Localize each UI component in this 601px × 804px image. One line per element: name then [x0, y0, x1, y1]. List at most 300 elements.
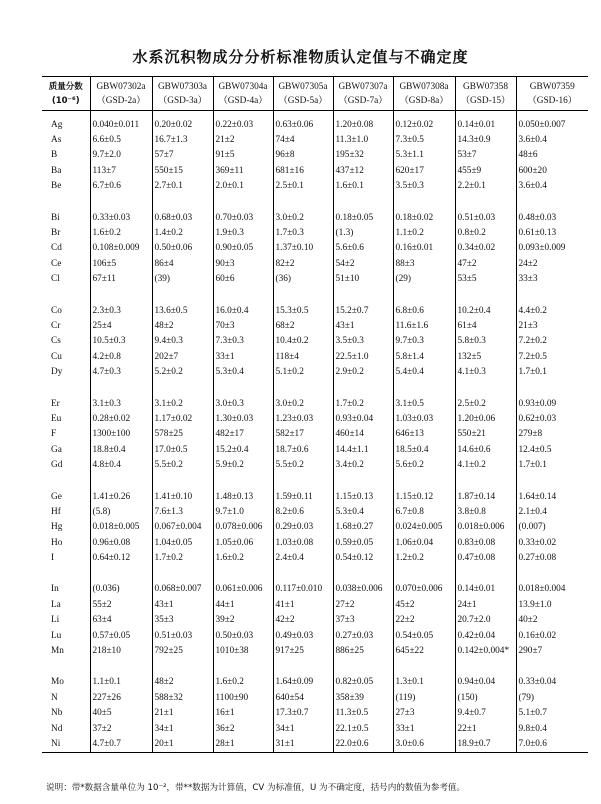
table-row [42, 318, 588, 333]
value-cell: 5.2±0.2 [152, 364, 213, 379]
value-cell: 550±15 [152, 163, 213, 178]
value-cell: 646±13 [393, 427, 455, 442]
value-cell: 1.41±0.10 [152, 489, 213, 504]
spacer-cell [393, 659, 455, 675]
value-cell: 33±1 [393, 721, 455, 736]
table-row [42, 690, 588, 705]
value-cell: 132±5 [455, 349, 516, 364]
value-cell: 4.1±0.2 [455, 457, 516, 472]
element-cell: Cl [42, 272, 90, 287]
corner-header-line1: 质量分数 [48, 82, 83, 92]
column-subcode: （GSD-15） [460, 96, 511, 106]
value-cell: 1.03±0.03 [393, 411, 455, 426]
value-cell: (5.8) [90, 504, 152, 519]
spacer-cell [42, 380, 90, 396]
element-cell: N [42, 690, 90, 705]
value-cell: 0.70±0.03 [213, 210, 273, 225]
spacer-cell [516, 380, 588, 396]
value-cell: 0.024±0.005 [393, 520, 455, 535]
value-cell: 44±1 [213, 597, 273, 612]
value-cell: 0.50±0.03 [213, 628, 273, 643]
element-cell: Cd [42, 241, 90, 256]
column-subcode: （GSD-2a） [96, 96, 146, 106]
element-cell: Hg [42, 520, 90, 535]
value-cell: 39±2 [213, 613, 273, 628]
value-cell: 7.6±1.3 [152, 504, 213, 519]
value-cell: 7.3±0.3 [213, 334, 273, 349]
value-cell: 550±21 [455, 427, 516, 442]
value-cell: 1.1±0.1 [90, 675, 152, 690]
spacer-cell [455, 194, 516, 210]
value-cell: 0.33±0.03 [90, 210, 152, 225]
value-cell: 5.6±0.6 [333, 241, 393, 256]
table-row [42, 736, 588, 752]
column-code: GBW07359 [529, 82, 575, 92]
value-cell: 0.68±0.03 [152, 210, 213, 225]
element-cell: Br [42, 225, 90, 240]
value-cell: 34±1 [152, 721, 213, 736]
value-cell: 792±25 [152, 643, 213, 658]
element-cell: In [42, 582, 90, 597]
table-row [42, 179, 588, 194]
value-cell: 15.2±0.4 [213, 442, 273, 457]
value-cell: 88±3 [393, 256, 455, 271]
value-cell: 917±25 [273, 643, 333, 658]
value-cell: 40±2 [518, 615, 538, 626]
value-cell: 5.9±0.2 [213, 457, 273, 472]
element-cell: Mn [42, 643, 90, 658]
value-cell: 1100±90 [213, 690, 273, 705]
value-cell: 7.2±0.5 [518, 351, 547, 362]
column-subcode: （GSD-3a） [157, 96, 208, 106]
table-row [42, 427, 588, 442]
value-cell: 13.9±1.0 [518, 599, 552, 610]
value-cell: (119) [393, 690, 455, 705]
value-cell: 86±4 [152, 256, 213, 271]
value-cell: 10.4±0.2 [273, 334, 333, 349]
value-cell: 9.7±1.0 [213, 504, 273, 519]
spacer-cell [213, 287, 273, 303]
value-cell: 12.4±0.5 [518, 444, 552, 455]
value-cell: 437±12 [333, 163, 393, 178]
spacer-cell [333, 194, 393, 210]
spacer-cell [333, 659, 393, 675]
column-code: GBW07303a [157, 82, 208, 92]
value-cell: 21±2 [213, 132, 273, 147]
element-cell: Ce [42, 256, 90, 271]
spacer-cell [90, 194, 152, 210]
value-cell: 48±2 [152, 318, 213, 333]
value-cell: 0.070±0.006 [393, 582, 455, 597]
value-cell: 1.6±0.2 [213, 550, 273, 565]
column-header [90, 77, 152, 111]
spacer-cell [516, 194, 588, 210]
value-cell: 1.3±0.1 [393, 675, 455, 690]
value-cell: 578±25 [152, 427, 213, 442]
table-row [42, 411, 588, 426]
value-cell: 2.9±0.2 [333, 364, 393, 379]
corner-header [42, 77, 90, 111]
element-cell: I [42, 550, 90, 565]
value-cell: 5.8±0.3 [455, 334, 516, 349]
value-cell: 91±5 [213, 148, 273, 163]
value-cell: 22±1 [455, 721, 516, 736]
value-cell: 11.3±1.0 [333, 132, 393, 147]
value-cell: 31±1 [273, 736, 333, 752]
value-cell: 20±1 [152, 736, 213, 752]
value-cell: 3.4±0.2 [333, 457, 393, 472]
value-cell: 6.6±0.5 [90, 132, 152, 147]
value-cell: 43±1 [152, 597, 213, 612]
value-cell: 0.117±0.010 [273, 582, 333, 597]
value-cell: 0.038±0.006 [333, 582, 393, 597]
element-cell: Gd [42, 457, 90, 472]
spacer-cell [90, 287, 152, 303]
element-cell: Eu [42, 411, 90, 426]
value-cell: 6.8±0.6 [393, 303, 455, 318]
value-cell: 41±1 [273, 597, 333, 612]
spacer-cell [516, 566, 588, 582]
value-cell: 0.62±0.03 [518, 413, 557, 424]
value-cell: (1.3) [333, 225, 393, 240]
value-cell: 9.8±0.4 [518, 723, 547, 734]
value-cell: 7.3±0.5 [393, 132, 455, 147]
spacer-cell [42, 473, 90, 489]
element-cell: B [42, 148, 90, 163]
spacer-cell [42, 659, 90, 675]
value-cell: 1.15±0.12 [393, 489, 455, 504]
value-cell: 218±10 [90, 643, 152, 658]
value-cell: 51±10 [333, 272, 393, 287]
spacer-cell [213, 194, 273, 210]
element-cell: Ho [42, 535, 90, 550]
value-cell: 0.12±0.02 [393, 117, 455, 132]
table-row [42, 504, 588, 519]
value-cell: 4.4±0.2 [518, 305, 547, 316]
value-cell: 5.3±0.4 [213, 364, 273, 379]
value-cell: 0.42±0.04 [455, 628, 516, 643]
value-cell: 358±39 [333, 690, 393, 705]
value-cell: 1.64±0.14 [518, 491, 557, 502]
value-cell: 202±7 [152, 349, 213, 364]
value-cell: (79) [518, 692, 534, 703]
value-cell: 48±6 [518, 150, 538, 161]
value-cell: 82±2 [273, 256, 333, 271]
value-cell: 1.7±0.2 [152, 550, 213, 565]
value-cell: 5.1±0.2 [273, 364, 333, 379]
value-cell: 5.3±0.4 [333, 504, 393, 519]
value-cell: 195±32 [333, 148, 393, 163]
table-row [42, 303, 588, 318]
value-cell: 1.20±0.08 [333, 117, 393, 132]
value-cell: 57±7 [152, 148, 213, 163]
spacer-cell [152, 659, 213, 675]
column-code: GBW07307a [338, 82, 388, 92]
value-cell: 67±11 [90, 272, 152, 287]
spacer-cell [152, 380, 213, 396]
element-cell: Co [42, 303, 90, 318]
value-cell: 1.2±0.2 [393, 550, 455, 565]
value-cell: 1.59±0.11 [273, 489, 333, 504]
table-row [42, 148, 588, 163]
value-cell: 21±1 [152, 706, 213, 721]
value-cell: 37±2 [90, 721, 152, 736]
spacer-cell [152, 287, 213, 303]
spacer-cell [455, 380, 516, 396]
value-cell: 5.4±0.4 [393, 364, 455, 379]
spacer-cell [90, 659, 152, 675]
value-cell: 2.5±0.2 [455, 396, 516, 411]
value-cell: 27±3 [393, 706, 455, 721]
table-row [42, 489, 588, 504]
table-row [42, 628, 588, 643]
value-cell: 2.1±0.4 [518, 506, 547, 517]
element-cell: Lu [42, 628, 90, 643]
spacer-cell [393, 194, 455, 210]
element-cell: Cu [42, 349, 90, 364]
value-cell: 63±4 [90, 613, 152, 628]
value-cell: 1010±38 [213, 643, 273, 658]
value-cell: 6.7±0.8 [393, 504, 455, 519]
value-cell: 33±3 [518, 274, 538, 285]
value-cell: 0.29±0.03 [273, 520, 333, 535]
value-cell: 1.4±0.2 [152, 225, 213, 240]
value-cell: 2.4±0.4 [273, 550, 333, 565]
element-cell: Li [42, 613, 90, 628]
header-row [42, 77, 588, 111]
group-spacer [42, 566, 588, 582]
element-cell: Hf [42, 504, 90, 519]
value-cell: 5.3±1.1 [393, 148, 455, 163]
value-cell: 0.018±0.006 [455, 520, 516, 535]
table-row [42, 550, 588, 565]
value-cell: 0.54±0.12 [333, 550, 393, 565]
value-cell: 3.1±0.3 [90, 396, 152, 411]
value-cell: 279±8 [518, 429, 543, 440]
spacer-cell [333, 473, 393, 489]
spacer-cell [333, 287, 393, 303]
spacer-cell [152, 194, 213, 210]
table-row [42, 721, 588, 736]
column-header [333, 77, 393, 111]
value-cell: 0.14±0.01 [455, 117, 516, 132]
value-cell: 0.63±0.06 [273, 117, 333, 132]
value-cell: 7.2±0.2 [518, 336, 547, 347]
value-cell: 17.3±0.7 [273, 706, 333, 721]
spacer-cell [273, 380, 333, 396]
value-cell: 5.1±0.7 [518, 708, 547, 719]
value-cell: 0.16±0.02 [518, 630, 557, 641]
value-cell: 55±2 [90, 597, 152, 612]
value-cell: 24±2 [518, 258, 538, 269]
value-cell: 27±2 [333, 597, 393, 612]
spacer-cell [393, 473, 455, 489]
value-cell: 3.1±0.5 [393, 396, 455, 411]
spacer-cell [90, 566, 152, 582]
table-row [42, 442, 588, 457]
value-cell: 0.018±0.005 [90, 520, 152, 535]
element-cell: La [42, 597, 90, 612]
column-subcode: （GSD-16） [527, 96, 578, 106]
value-cell: 11.3±0.5 [333, 706, 393, 721]
value-cell: 14.4±1.1 [333, 442, 393, 457]
group-spacer [42, 473, 588, 489]
value-cell: 36±2 [213, 721, 273, 736]
value-cell: (36) [273, 272, 333, 287]
value-cell: 1.7±0.1 [518, 460, 547, 471]
value-cell: 1.20±0.06 [455, 411, 516, 426]
value-cell: 34±1 [273, 721, 333, 736]
value-cell: 17.0±0.5 [152, 442, 213, 457]
column-header [273, 77, 333, 111]
value-cell: 74±4 [273, 132, 333, 147]
value-cell: 0.16±0.01 [393, 241, 455, 256]
value-cell: 0.27±0.03 [333, 628, 393, 643]
value-cell: 3.5±0.3 [393, 179, 455, 194]
value-cell: 28±1 [213, 736, 273, 752]
value-cell: 1.03±0.08 [273, 535, 333, 550]
value-cell: 1.15±0.13 [333, 489, 393, 504]
value-cell: 1.1±0.2 [393, 225, 455, 240]
value-cell: 53±7 [455, 148, 516, 163]
spacer-cell [516, 287, 588, 303]
value-cell: (0.007) [518, 522, 546, 533]
table-row [42, 132, 588, 147]
value-cell: 13.6±0.5 [152, 303, 213, 318]
spacer-cell [333, 566, 393, 582]
value-cell: 24±1 [455, 597, 516, 612]
value-cell: 22.1±0.5 [333, 721, 393, 736]
column-header [393, 77, 455, 111]
spacer-cell [42, 566, 90, 582]
value-cell: (150) [455, 690, 516, 705]
value-cell: 0.48±0.03 [518, 212, 557, 223]
spacer-cell [455, 659, 516, 675]
element-cell: Ba [42, 163, 90, 178]
value-cell: 1.48±0.13 [213, 489, 273, 504]
value-cell: 1.7±0.2 [333, 396, 393, 411]
value-cell: 48±2 [152, 675, 213, 690]
value-cell: 0.018±0.004 [518, 584, 566, 595]
value-cell: 1.6±0.1 [333, 179, 393, 194]
value-cell: 4.1±0.3 [455, 364, 516, 379]
value-cell: 4.2±0.8 [90, 349, 152, 364]
value-cell: 18.5±0.4 [393, 442, 455, 457]
value-cell: 3.0±0.3 [213, 396, 273, 411]
value-cell: 0.54±0.05 [393, 628, 455, 643]
table-row [42, 597, 588, 612]
element-cell: Dy [42, 364, 90, 379]
table-row [42, 364, 588, 379]
value-cell: 3.1±0.2 [152, 396, 213, 411]
column-code: GBW07305a [278, 82, 328, 92]
value-cell: 9.4±0.7 [455, 706, 516, 721]
spacer-cell [42, 287, 90, 303]
value-cell: 3.0±0.6 [393, 736, 455, 752]
value-cell: 0.108±0.009 [90, 241, 152, 256]
value-cell: (29) [393, 272, 455, 287]
value-cell: 2.2±0.1 [455, 179, 516, 194]
spacer-cell [455, 473, 516, 489]
value-cell: 0.96±0.08 [90, 535, 152, 550]
spacer-cell [213, 659, 273, 675]
value-cell: 0.27±0.08 [518, 553, 557, 564]
spacer-cell [516, 659, 588, 675]
value-cell: 0.078±0.006 [213, 520, 273, 535]
value-cell: 620±17 [393, 163, 455, 178]
value-cell: 0.20±0.02 [152, 117, 213, 132]
value-cell: 11.6±1.6 [393, 318, 455, 333]
spacer-cell [333, 380, 393, 396]
value-cell: 1.7±0.1 [518, 367, 547, 378]
value-cell: 5.6±0.2 [393, 457, 455, 472]
column-subcode: （GSD-7a） [338, 96, 388, 106]
value-cell: 10.2±0.4 [455, 303, 516, 318]
value-cell: 0.93±0.04 [333, 411, 393, 426]
element-cell: F [42, 427, 90, 442]
value-cell: (39) [152, 272, 213, 287]
value-cell: 640±54 [273, 690, 333, 705]
value-cell: 25±4 [90, 318, 152, 333]
spacer-cell [516, 473, 588, 489]
table-row [42, 643, 588, 658]
value-cell: 14.3±0.9 [455, 132, 516, 147]
spacer-cell [152, 473, 213, 489]
element-cell: Ni [42, 736, 90, 752]
value-cell: 8.2±0.6 [273, 504, 333, 519]
value-cell: 1.6±0.2 [213, 675, 273, 690]
value-cell: 16±1 [213, 706, 273, 721]
value-cell: 42±2 [273, 613, 333, 628]
value-cell: 1.9±0.3 [213, 225, 273, 240]
value-cell: 0.83±0.08 [455, 535, 516, 550]
element-cell: Nb [42, 706, 90, 721]
value-cell: 9.7±2.0 [90, 148, 152, 163]
value-cell: 33±1 [213, 349, 273, 364]
spacer-cell [42, 194, 90, 210]
element-cell: Er [42, 396, 90, 411]
value-cell: 16.0±0.4 [213, 303, 273, 318]
value-cell: 1.17±0.02 [152, 411, 213, 426]
value-cell: 3.5±0.3 [333, 334, 393, 349]
value-cell: 22.5±1.0 [333, 349, 393, 364]
spacer-cell [455, 566, 516, 582]
value-cell: 5.8±1.4 [393, 349, 455, 364]
value-cell: 5.5±0.2 [273, 457, 333, 472]
spacer-cell [455, 287, 516, 303]
value-cell: 14.6±0.6 [455, 442, 516, 457]
value-cell: 2.0±0.1 [213, 179, 273, 194]
value-cell: 45±2 [393, 597, 455, 612]
column-header [152, 77, 213, 111]
element-cell: Be [42, 179, 90, 194]
value-cell: 9.4±0.3 [152, 334, 213, 349]
value-cell: 43±1 [333, 318, 393, 333]
value-cell: 0.040±0.011 [90, 117, 152, 132]
value-cell: 0.061±0.006 [213, 582, 273, 597]
value-cell: 0.28±0.02 [90, 411, 152, 426]
value-cell: 60±6 [213, 272, 273, 287]
value-cell: 1.04±0.05 [152, 535, 213, 550]
column-code: GBW07304a [218, 82, 268, 92]
value-cell: 18.9±0.7 [455, 736, 516, 752]
value-cell: 600±20 [518, 165, 547, 176]
value-cell: 0.50±0.06 [152, 241, 213, 256]
value-cell: 22.0±0.6 [333, 736, 393, 752]
value-cell: 2.5±0.1 [273, 179, 333, 194]
value-cell: 0.14±0.01 [455, 582, 516, 597]
table-row [42, 535, 588, 550]
